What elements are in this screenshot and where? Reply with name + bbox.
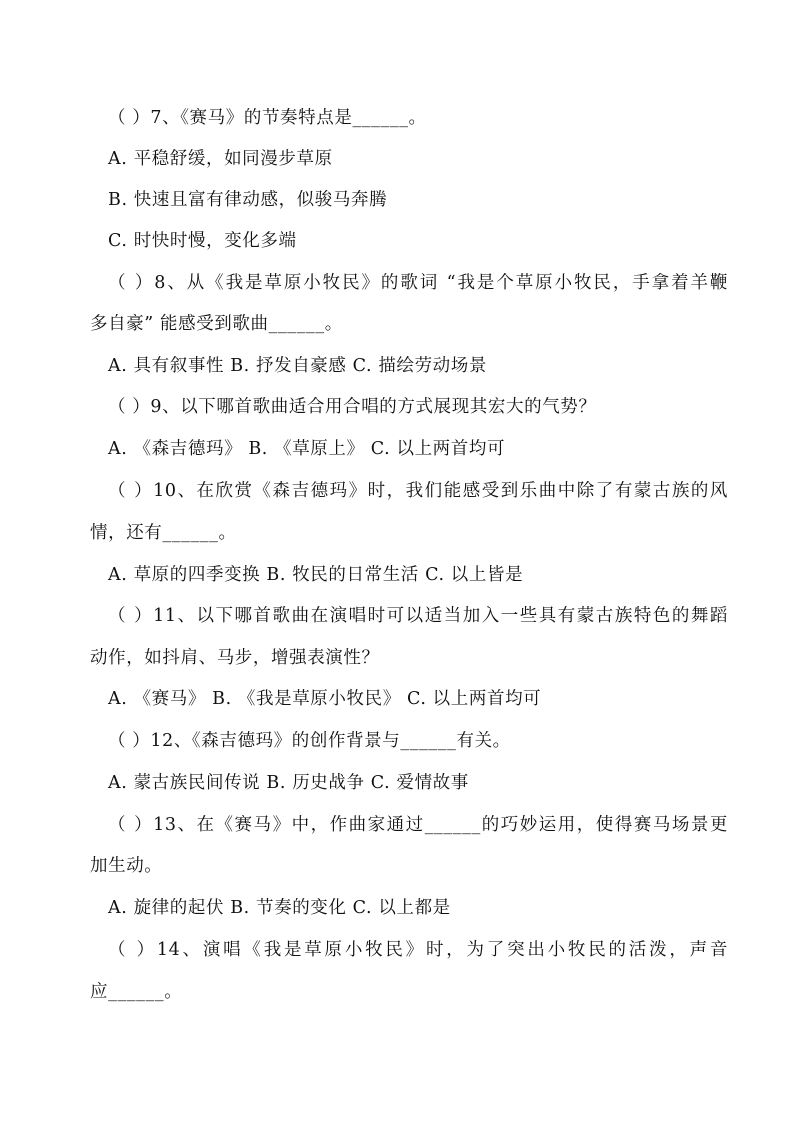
- options-12: A. 蒙古族民间传说 B. 历史战争 C. 爱情故事: [108, 773, 469, 793]
- question-13-line-2: 加生动。: [90, 856, 163, 876]
- options-11: A. 《赛马》 B. 《我是草原小牧民》 C. 以上两首均可: [108, 689, 542, 709]
- options-9: A. 《森吉德玛》 B. 《草原上》 C. 以上两首均可: [108, 439, 506, 459]
- question-14-line-2: 应______。: [90, 982, 183, 1002]
- question-10-line-1: （ ）10、在欣赏《森吉德玛》时，我们能感受到乐曲中除了有蒙古族的风: [108, 481, 728, 501]
- question-7: （ ）7、《赛马》的节奏特点是______。: [108, 108, 427, 128]
- options-8: A. 具有叙事性 B. 抒发自豪感 C. 描绘劳动场景: [108, 356, 487, 376]
- question-13-line-1: （ ）13、在《赛马》中，作曲家通过______的巧妙运用，使得赛马场景更: [108, 815, 728, 835]
- question-10-line-2: 情，还有______。: [90, 523, 237, 543]
- question-12: （ ）12、《森吉德玛》的创作背景与______有关。: [108, 731, 511, 751]
- question-11-line-2: 动作，如抖肩、马步，增强表演性？: [90, 648, 380, 668]
- options-10: A. 草原的四季变换 B. 牧民的日常生活 C. 以上皆是: [108, 565, 524, 585]
- question-8-line-2: 多自豪” 能感受到歌曲______。: [90, 314, 343, 334]
- option-7a: A. 平稳舒缓，如同漫步草原: [108, 149, 333, 169]
- option-7b: B. 快速且富有律动感，似骏马奔腾: [108, 190, 388, 210]
- question-9: （ ）9、以下哪首歌曲适合用合唱的方式展现其宏大的气势？: [108, 397, 597, 417]
- question-14-line-1: （ ）14、演唱《我是草原小牧民》时，为了突出小牧民的活泼，声音: [108, 940, 728, 960]
- question-8-line-1: （ ）8、从《我是草原小牧民》的歌词 “我是个草原小牧民，手拿着羊鞭: [108, 273, 728, 293]
- options-13: A. 旋律的起伏 B. 节奏的变化 C. 以上都是: [108, 898, 451, 918]
- option-7c: C. 时快时慢，变化多端: [108, 231, 297, 251]
- question-11-line-1: （ ）11、以下哪首歌曲在演唱时可以适当加入一些具有蒙古族特色的舞蹈: [108, 606, 728, 626]
